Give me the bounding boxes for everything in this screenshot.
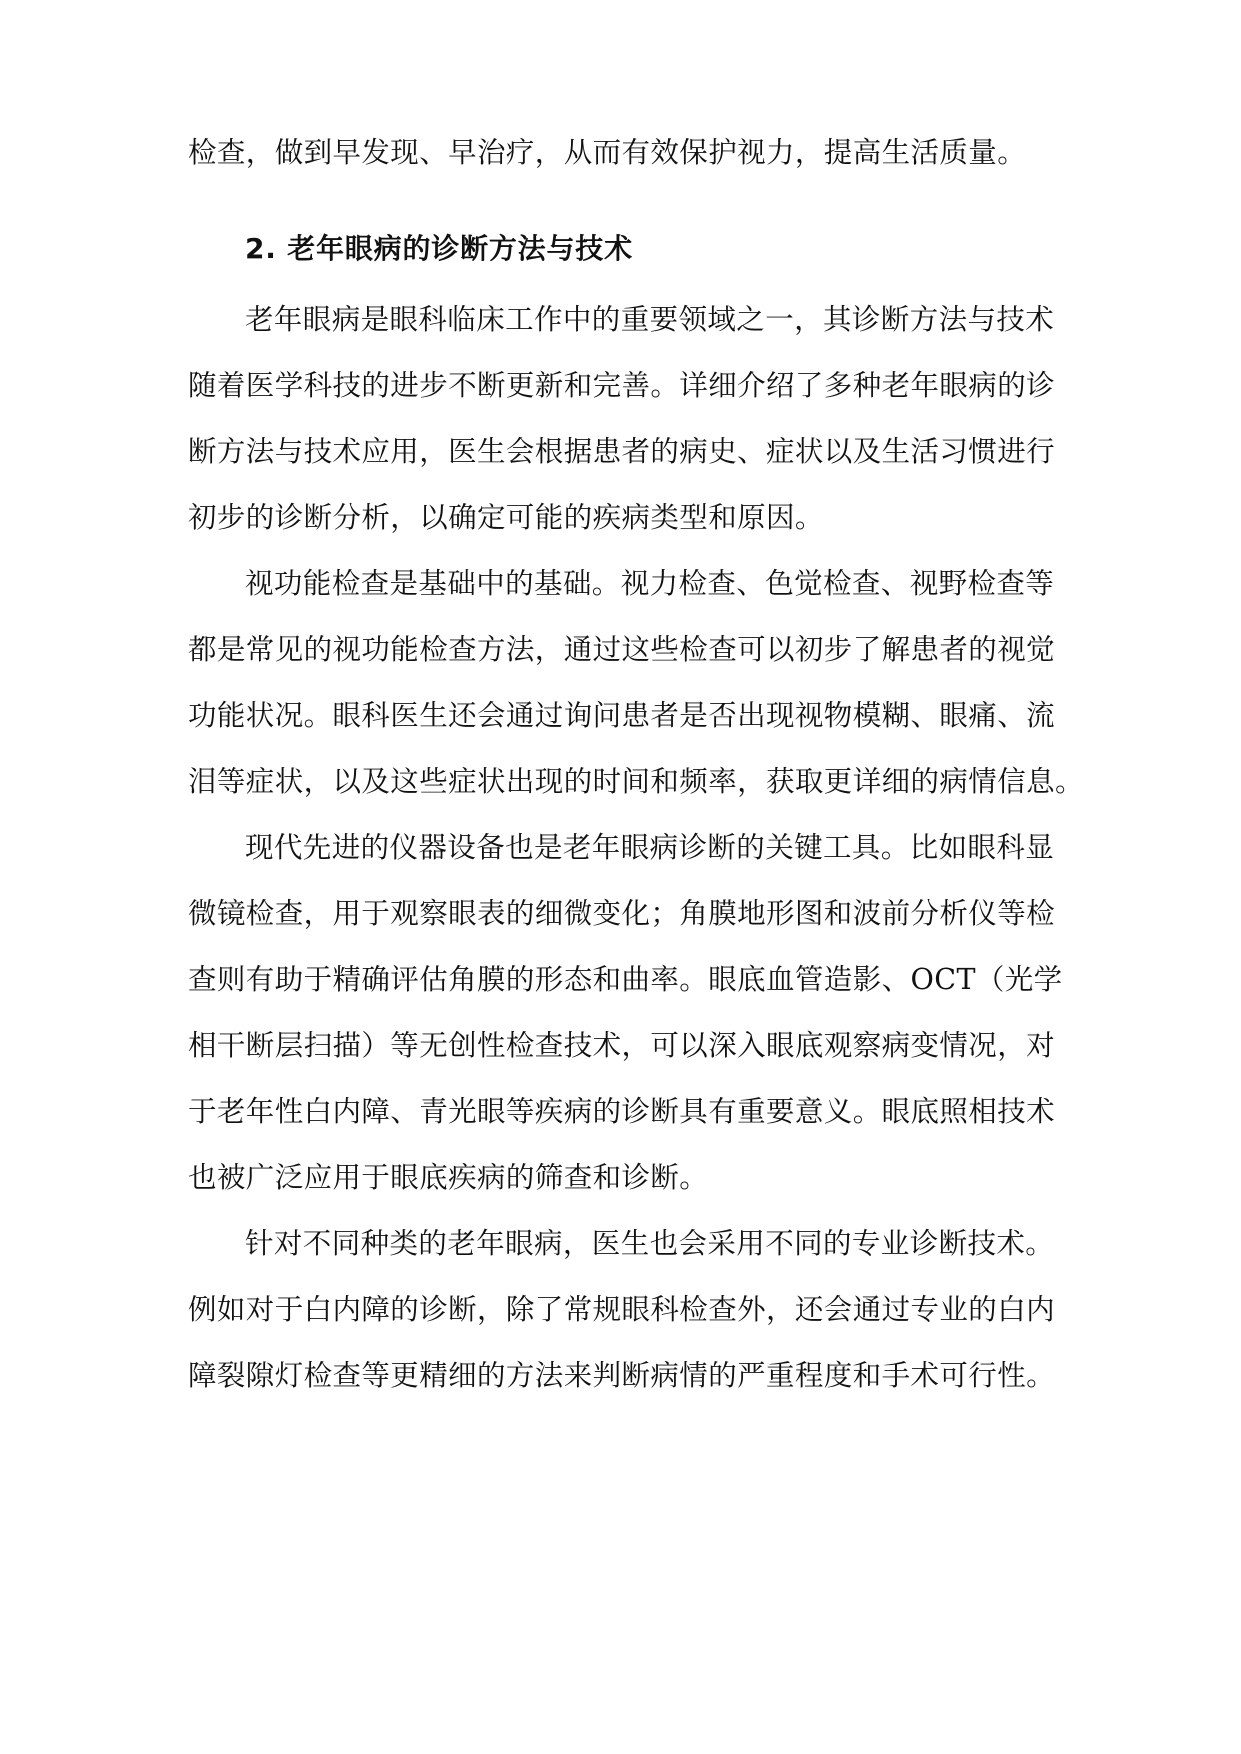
paragraph-line: 泪等症状，以及这些症状出现的时间和频率，获取更详细的病情信息。 [188,765,1084,798]
paragraph-line: 也被广泛应用于眼底疾病的筛查和诊断。 [188,1161,709,1194]
section-heading: 2. 老年眼病的诊断方法与技术 [245,232,633,265]
paragraph-line: 相干断层扫描）等无创性检查技术，可以深入眼底观察病变情况，对 [188,1029,1056,1062]
paragraph-line: 视功能检查是基础中的基础。视力检查、色觉检查、视野检查等 [245,567,1055,600]
paragraph-line: 断方法与技术应用，医生会根据患者的病史、症状以及生活习惯进行 [188,435,1056,468]
paragraph-line: 都是常见的视功能检查方法，通过这些检查可以初步了解患者的视觉 [188,633,1056,666]
paragraph-line: 老年眼病是眼科临床工作中的重要领域之一，其诊断方法与技术 [245,303,1055,336]
paragraph-line: 检查，做到早发现、早治疗，从而有效保护视力，提高生活质量。 [188,136,1027,169]
paragraph-line: 功能状况。眼科医生还会通过询问患者是否出现视物模糊、眼痛、流 [188,699,1056,732]
paragraph-line: 现代先进的仪器设备也是老年眼病诊断的关键工具。比如眼科显 [245,831,1055,864]
paragraph-line: 微镜检查，用于观察眼表的细微变化；角膜地形图和波前分析仪等检 [188,897,1056,930]
paragraph-line: 障裂隙灯检查等更精细的方法来判断病情的严重程度和手术可行性。 [188,1359,1056,1392]
paragraph-line: 初步的诊断分析，以确定可能的疾病类型和原因。 [188,501,824,534]
paragraph-line: 针对不同种类的老年眼病，医生也会采用不同的专业诊断技术。 [245,1227,1055,1260]
paragraph-line: 例如对于白内障的诊断，除了常规眼科检查外，还会通过专业的白内 [188,1293,1056,1326]
paragraph-line: 查则有助于精确评估角膜的形态和曲率。眼底血管造影、OCT（光学 [188,963,1063,996]
paragraph-line: 于老年性白内障、青光眼等疾病的诊断具有重要意义。眼底照相技术 [188,1095,1056,1128]
paragraph-line: 随着医学科技的进步不断更新和完善。详细介绍了多种老年眼病的诊 [188,369,1056,402]
